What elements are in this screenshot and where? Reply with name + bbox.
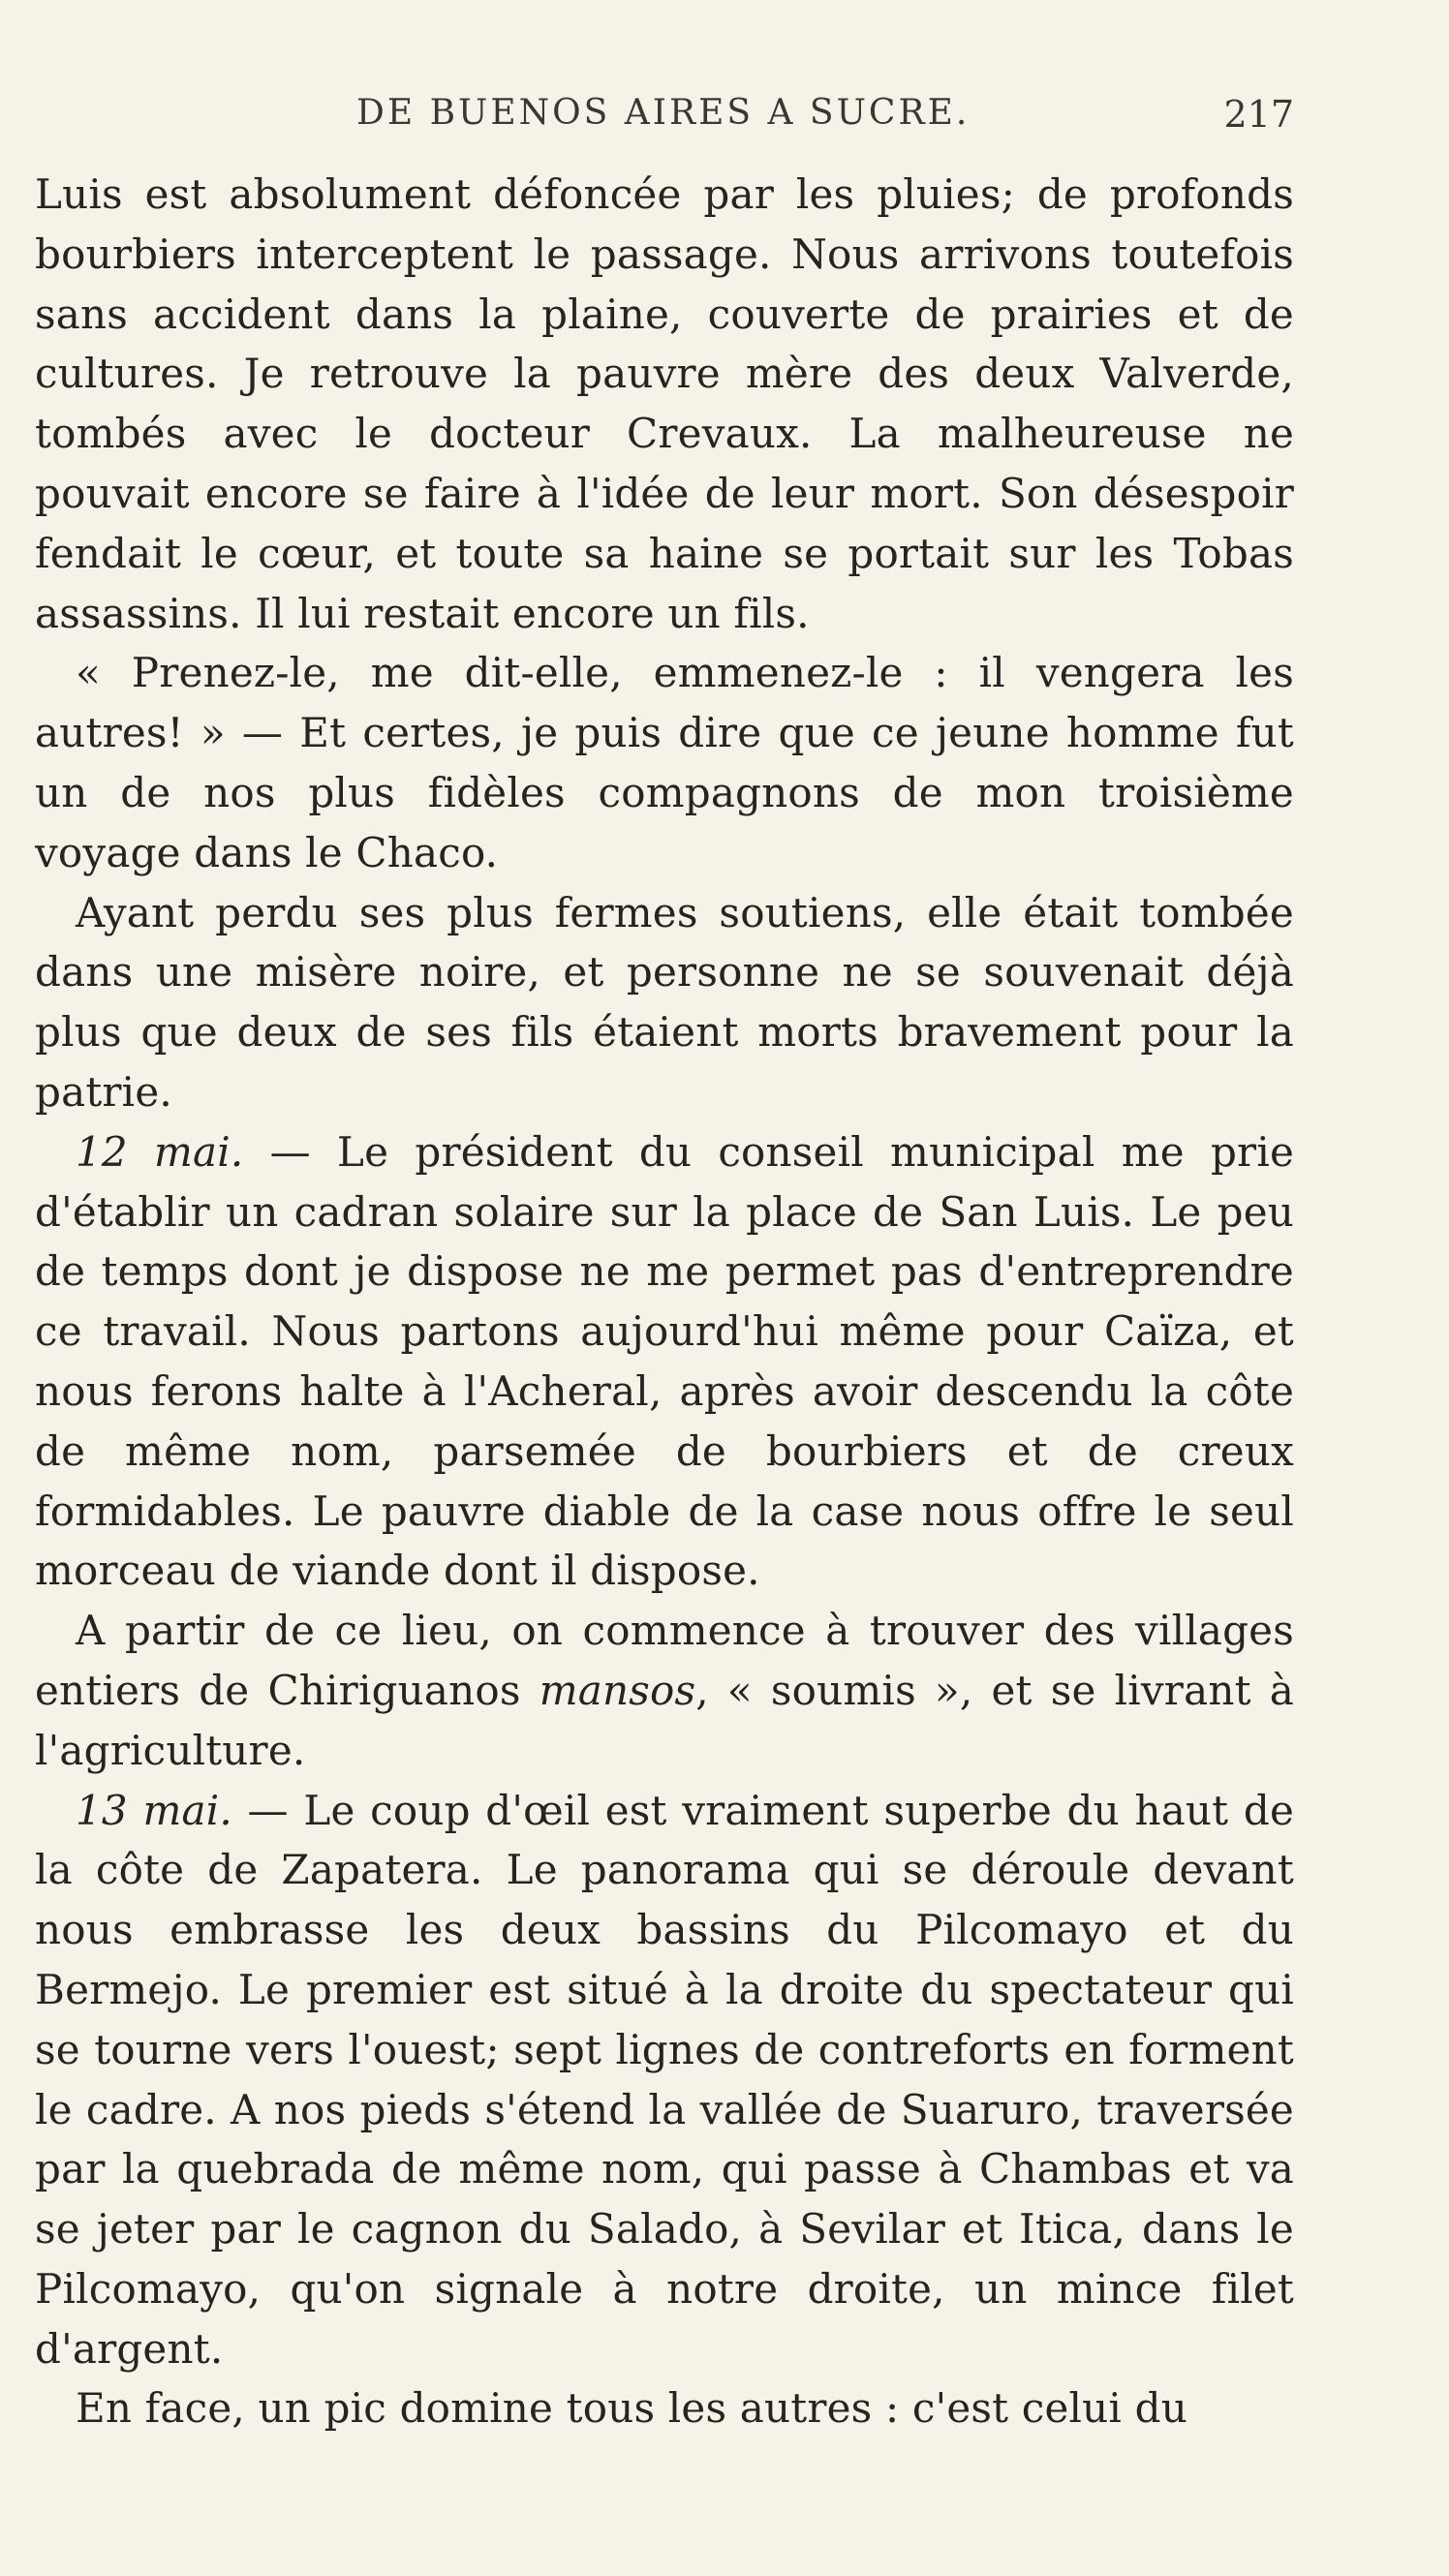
text-segment: , « soumis », et se livrant à l'agriculture.	[35, 1666, 1294, 1774]
text-segment: Ayant perdu ses plus fermes soutiens, elle était tombée dans une misère noire, et personne ne se souvenait déjà plus que deux de ses fils étaient morts bravement pour la patrie.	[35, 888, 1294, 1116]
paragraph-1	[35, 165, 1294, 643]
paragraph-5	[35, 1601, 1294, 1780]
text-segment: En face, un pic domine tous les autres : c'est celui du	[76, 2384, 1187, 2433]
running-title: DE BUENOS AIRES A SUCRE.	[356, 93, 971, 133]
italic-term: mansos	[539, 1666, 696, 1714]
body-text	[35, 165, 1294, 2438]
page-header	[35, 93, 1294, 151]
page-number: 217	[1223, 93, 1294, 136]
date-label: 13 mai.	[76, 1786, 232, 1834]
paragraph-3	[35, 883, 1294, 1122]
paragraph-2	[35, 643, 1294, 882]
paragraph-4	[35, 1122, 1294, 1601]
text-segment: — Le président du conseil municipal me prie d'établir un cadran solaire sur la place de San Luis. Le peu de temps dont je dispose ne me permet pas d'entreprendre ce travail. Nous partons aujourd'hui même pour Caïza, et nous ferons halte à l'Acheral, après avoir descendu la côte de même nom, parsemée de bourbiers et de creux formidables. Le pauvre diable de la case nous offre le seul morceau de viande dont il dispose.	[35, 1127, 1295, 1595]
paragraph-7	[35, 2378, 1294, 2438]
text-segment: — Le coup d'œil est vraiment superbe du haut de la côte de Zapatera. Le panorama qui se déroule devant nous embrasse les deux bassins du Pilcomayo et du Bermejo. Le premier est situé à la droite du spectateur qui se tourne vers l'ouest; sept lignes de contreforts en forment le cadre. A nos pieds s'étend la vallée de Suaruro, traversée par la quebrada de même nom, qui passe à Chambas et va se jeter par le cagnon du Salado, à Sevilar et Itica, dans le Pilcomayo, qu'on signale à notre droite, un mince filet d'argent.	[35, 1786, 1295, 2373]
date-label: 12 mai.	[76, 1127, 244, 1176]
text-segment: Luis est absolument défoncée par les pluies; de profonds bourbiers interceptent le passage. Nous arrivons toutefois sans accident dans la plaine, couverte de prairies et de cultures. Je retrouve la pauvre mère des deux Valverde, tombés avec le docteur Crevaux. La malheureuse ne pouvait encore se faire à l'idée de leur mort. Son désespoir fendait le cœur, et toute sa haine se portait sur les Tobas assassins. Il lui restait encore un fils.	[35, 170, 1294, 637]
paragraph-6	[35, 1781, 1294, 2379]
text-segment: « Prenez-le, me dit-elle, emmenez-le : il vengera les autres! » — Et certes, je puis dire que ce jeune homme fut un de nos plus fidèles compagnons de mon troisième voyage dans le Chaco.	[35, 649, 1294, 876]
text-segment: A partir de ce lieu, on commence à trouver des villages entiers de Chiriguanos	[35, 1607, 1294, 1714]
